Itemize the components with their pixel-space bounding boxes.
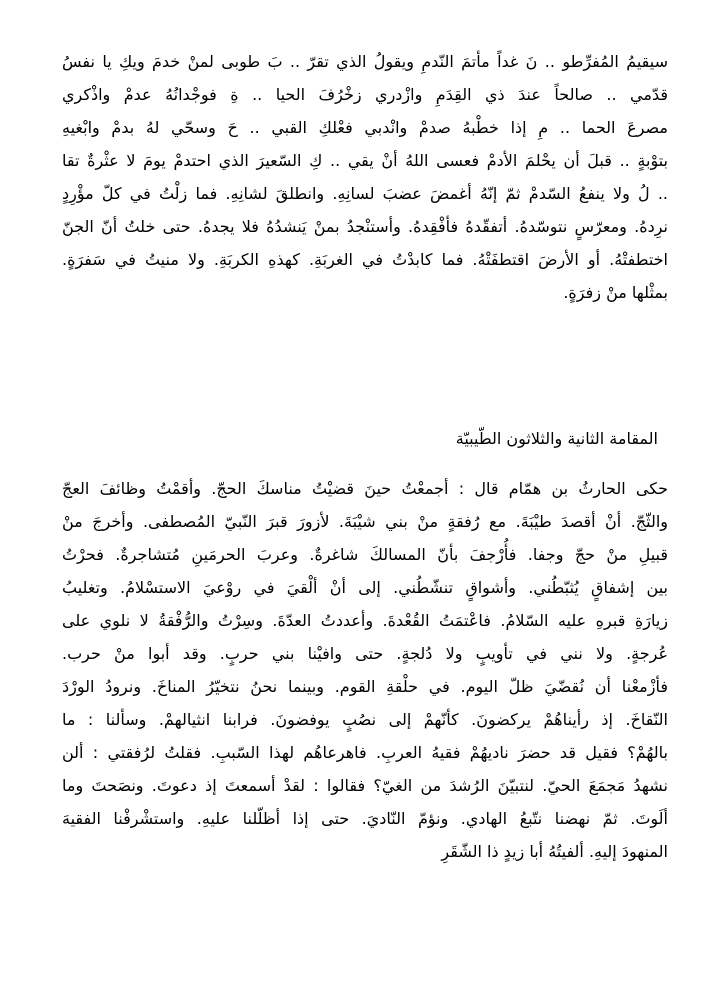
maqama-passage xyxy=(62,472,668,868)
text-line: .. لُ ولا ينفعُ السّدمْ ثمّ إنّهُ أغمضَ عضبَ لسانِهِ. وانطلقَ لشانِهِ. فما زلْتُ في كلّ مؤْرِدٍ xyxy=(62,184,668,203)
text-line: النّقاخَ. إذ رأيناهُمْ يركضونَ. كأنّهمْ إلى نصُبٍ يوفضونَ. فرابنا انثيالهمْ. وسألنا : ما xyxy=(62,710,668,729)
text-line: حكى الحارثُ بن همّام قال : أجمعْتُ حينَ قضيْتُ مناسكَ الحجّ. وأقمْتُ وظائفَ العجّ xyxy=(62,479,668,498)
text-line: بالهُمْ؟ فقيل قد حضرَ ناديهُمْ فقيهُ العربِ. فاهرعاهُم لهذا السّببِ. فقلتُ لرُفقتي : ألن xyxy=(62,743,668,762)
text-line: بتوْبةٍ .. قبلَ أن يحْلمَ الأدمْ فعسى اللهُ أنْ يقي .. كِ السّعيرَ الذي احتدمْ يومَ لا عثْرةٌ تقا xyxy=(62,151,668,170)
text-line: اختطفتْهُ. أو الأرضَ اقتطفَتْهُ. فما كابدْتُ في الغربَةِ. كهذهِ الكربَةِ. ولا منيتُ في سَفرَةٍ. xyxy=(62,250,668,269)
text-line: فأزْمعْنا أن نُقضّيَ ظلّ اليوم. في حلْقةِ القوم. وبينما نحنُ نتخيّرُ المناخَ. ونرودُ الورْدَ xyxy=(62,677,668,696)
text-line: نرِدهُ. ومعرّسٍ نتوسّدهُ. أتفقّدهُ فأفْقِدهُ. وأستنْجدُ بمنْ يَنشدُهُ فلا يجدهُ. حتى خلتُ أنّ الجنّ xyxy=(62,217,668,236)
text-line: والثّجّ. أنْ أقصدَ طيْبَةَ. مع رُفقةٍ منْ بني شيْبَةَ. لأزورَ قبرَ النّبيّ المُصطفى. وأخرجَ منْ xyxy=(62,512,668,531)
section-heading: المقامة الثانية والثلاثون الطّيبيّة xyxy=(455,429,658,448)
text-line: سيقيمُ المُفرِّطو .. نَ غداً مأتمَ النّدمِ ويقولُ الذي تقرّ .. بَ طوبى لمنْ خدمَ ويكِ يا نفسُ xyxy=(62,52,668,71)
text-line: قدّمي .. صالحاً عندَ ذي القِدَمِ وازْدري زخْرُفَ الحيا .. ةِ فوجْدانُهُ عدمْ واذْكري xyxy=(62,85,668,104)
text-line: ألَوتَ. ثمّ نهضنا نتّبعُ الهادي. ونؤمّ النّاديَ. حتى إذا أظلّلنا عليهِ. واستشْرفْنا الفقيهَ xyxy=(62,809,668,828)
text-line: قبيلِ منْ حجّ وجفا. فأُرْجفَ بأنّ المسالكَ شاغرةٌ. وعربَ الحرمَينِ مُتشاجرةٌ. فحرْتُ xyxy=(62,545,668,564)
text-line: بين إشفاقٍ يُثبّطُني. وأشواقٍ تنشّطُني. إلى أنْ ألْقيَ في روْعيَ الاستسْلامُ. وتغليبُ xyxy=(62,578,668,597)
poem-passage xyxy=(62,45,668,309)
text-line: نشهدُ مَجمَعَ الحيّ. لنتبيّنَ الرُشدَ من الغيّ؟ فقالوا : لقدْ أسمعتَ إذ دعوتَ. ونصَحتَ وما xyxy=(62,776,668,795)
text-line: مصرعَ الحما .. مِ إذا خطْبهُ صدمْ وانْدبي فعْلكِ القبي .. حَ وسحّي لهُ بدمْ وابْغيهِ xyxy=(62,118,668,137)
text-line: زيارَةِ قبرهِ عليه السّلامُ. فاعْتمَتُ القُعْدةَ. وأعددتُ العدّةَ. وسِرْتُ والرُّفْقةُ لا نلوي على xyxy=(62,611,668,630)
text-line: المنهودَ إليهِ. ألفيتُهُ أبا زيدٍ ذا الشّقَرِ xyxy=(441,842,668,861)
text-line: عُرجةٍ. ولا نني في تأويبٍ ولا دُلجةٍ. حتى وافيْنا بني حربٍ. وقد أبوا منْ حرب. xyxy=(62,644,668,663)
text-line: بمثْلها منْ زفرَةٍ. xyxy=(563,283,668,302)
